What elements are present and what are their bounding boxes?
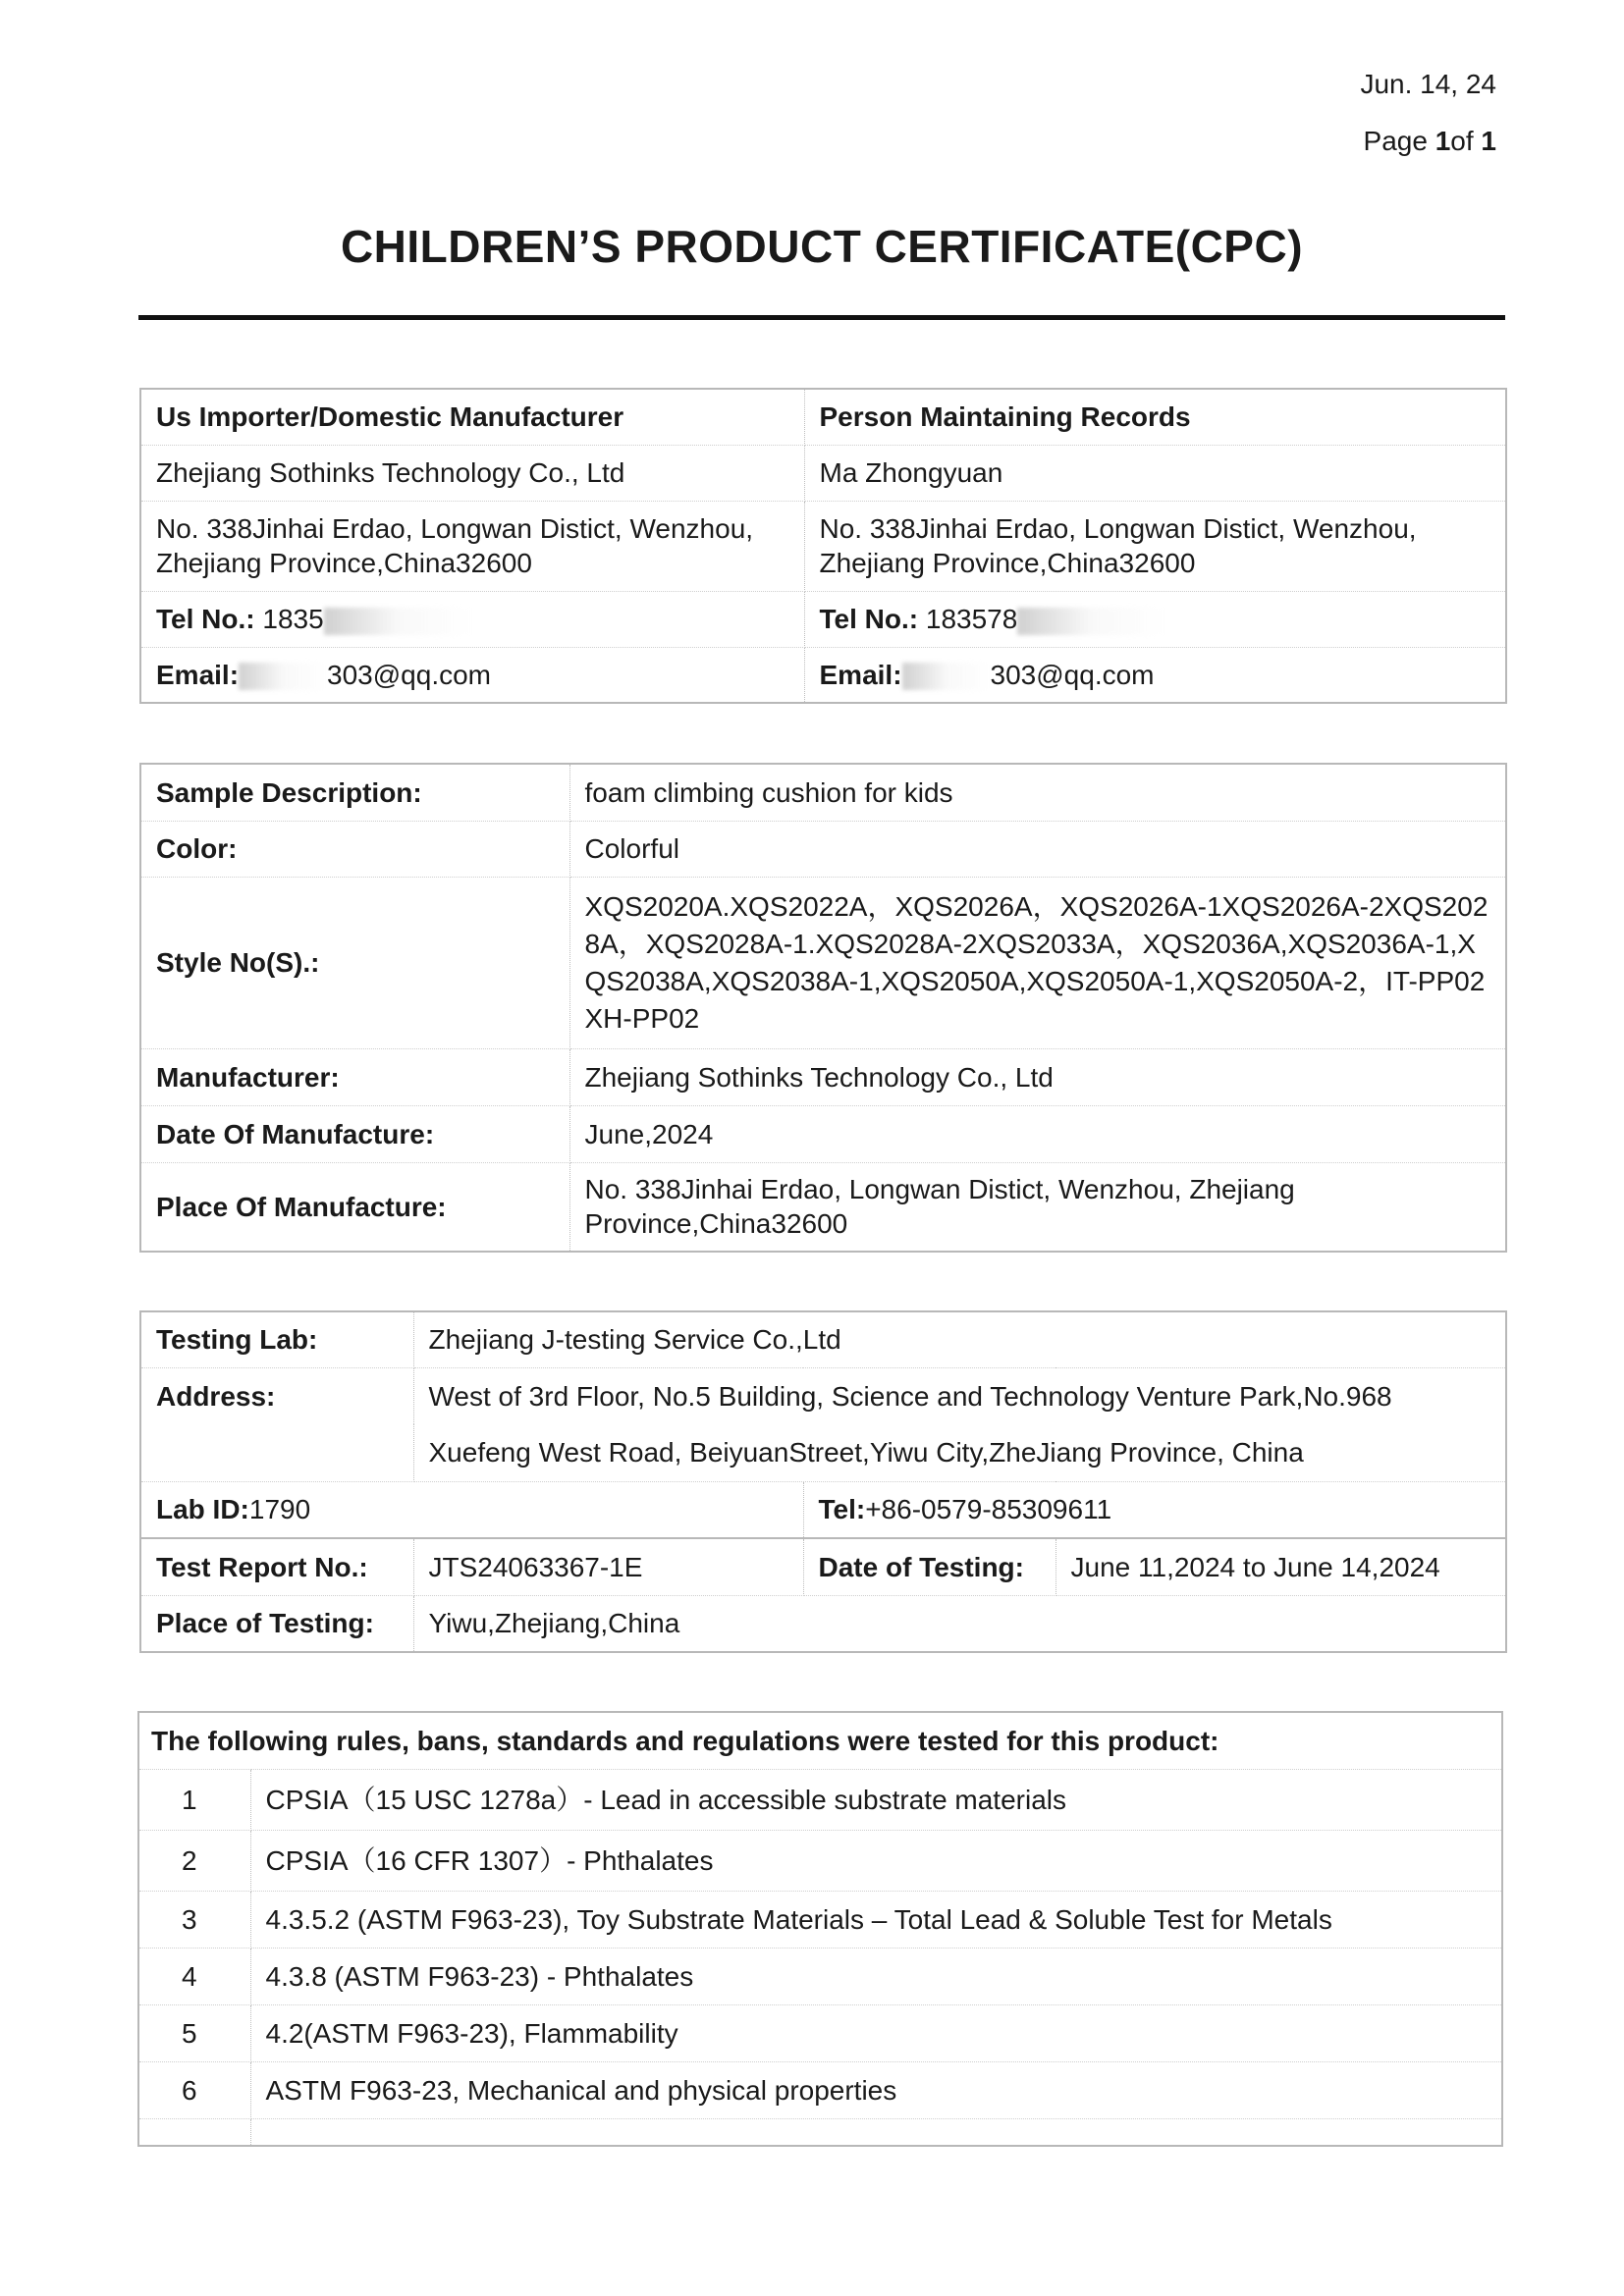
color-value: Colorful xyxy=(569,821,1506,877)
sample-table xyxy=(139,763,1507,1253)
date-of-manufacture-value: June,2024 xyxy=(569,1105,1506,1162)
test-report-label: Test Report No.: xyxy=(140,1538,413,1595)
page-current: 1 xyxy=(1435,126,1451,156)
records-address: No. 338Jinhai Erdao, Longwan Distict, Wenzhou, Zhejiang Province,China32600 xyxy=(804,501,1506,591)
records-email xyxy=(804,647,1506,703)
rule-number: 2 xyxy=(138,1830,250,1891)
importer-tel-label: Tel No.: xyxy=(156,604,255,634)
rule-text: 4.3.5.2 (ASTM F963-23), Toy Substrate Materials – Total Lead & Soluble Test for Metals xyxy=(250,1891,1502,1948)
rule-text: CPSIA（15 USC 1278a）- Lead in accessible substrate materials xyxy=(250,1769,1502,1830)
rule-number: 5 xyxy=(138,2004,250,2061)
rule-empty-cell xyxy=(138,2118,250,2146)
manufacturer-label: Manufacturer: xyxy=(140,1048,569,1105)
testing-lab-value: Zhejiang J-testing Service Co.,Ltd xyxy=(413,1311,1506,1367)
lab-tel-value: +86-0579-85309611 xyxy=(865,1494,1112,1525)
document-date: Jun. 14, 24 xyxy=(1360,69,1496,99)
importer-tel-value: 1835 xyxy=(254,604,324,634)
test-report-value: JTS24063367-1E xyxy=(413,1538,803,1595)
rule-number: 4 xyxy=(138,1948,250,2004)
rule-number: 1 xyxy=(138,1769,250,1830)
style-value: XQS2020A.XQS2022A，XQS2026A，XQS2026A-1XQS2026A-2XQS2028A，XQS2028A-1.XQS2028A-2XQS2033A，XQS2036A,XQS2036A-1,XQS2038A,XQS2038A-1,XQS2050A,XQS2050A-1,XQS2050A-2，IT-PP02 XH-PP02 xyxy=(569,877,1506,1048)
rule-number: 3 xyxy=(138,1891,250,1948)
lab-id-label: Lab ID: xyxy=(156,1494,249,1525)
importer-email-label: Email: xyxy=(156,659,240,690)
records-email-value: 303@qq.com xyxy=(990,659,1155,690)
sample-description-label: Sample Description: xyxy=(140,764,569,821)
testing-lab-label: Testing Lab: xyxy=(140,1311,413,1367)
date-of-testing-label: Date of Testing: xyxy=(803,1538,1056,1595)
redaction-blur xyxy=(324,608,471,635)
importer-email xyxy=(140,647,804,703)
rule-text: CPSIA（16 CFR 1307）- Phthalates xyxy=(250,1830,1502,1891)
sample-description-value: foam climbing cushion for kids xyxy=(569,764,1506,821)
rule-empty-cell xyxy=(250,2118,1502,2146)
page-prefix: Page xyxy=(1363,126,1435,156)
address-line-1: West of 3rd Floor, No.5 Building, Science and Technology Venture Park,No.968 xyxy=(428,1380,1392,1412)
records-heading: Person Maintaining Records xyxy=(804,389,1506,445)
rule-text: 4.2(ASTM F963-23), Flammability xyxy=(250,2004,1502,2061)
place-of-manufacture-label: Place Of Manufacture: xyxy=(140,1162,569,1252)
records-tel-value: 183578 xyxy=(918,604,1018,634)
date-of-manufacture-label: Date Of Manufacture: xyxy=(140,1105,569,1162)
lab-id-value: 1790 xyxy=(248,1494,311,1525)
importer-heading: Us Importer/Domestic Manufacturer xyxy=(140,389,804,445)
place-of-testing-value: Yiwu,Zhejiang,China xyxy=(428,1608,680,1639)
color-label: Color: xyxy=(140,821,569,877)
rule-text: ASTM F963-23, Mechanical and physical properties xyxy=(250,2061,1502,2118)
importer-address: No. 338Jinhai Erdao, Longwan Distict, Wenzhou, Zhejiang Province,China32600 xyxy=(140,501,804,591)
rule-text: 4.3.8 (ASTM F963-23) - Phthalates xyxy=(250,1948,1502,2004)
rule-number: 6 xyxy=(138,2061,250,2118)
lab-tel-label: Tel: xyxy=(818,1494,866,1525)
page-number xyxy=(1364,126,1496,157)
title-divider xyxy=(138,315,1505,320)
parties-table xyxy=(139,388,1507,704)
records-tel xyxy=(804,591,1506,647)
lab-id xyxy=(140,1481,803,1538)
redaction-blur xyxy=(239,663,327,690)
page-total: 1 xyxy=(1481,126,1496,156)
records-tel-label: Tel No.: xyxy=(819,604,919,634)
place-of-testing-label: Place of Testing: xyxy=(140,1595,413,1652)
date-of-testing-value: June 11,2024 to June 14,2024 xyxy=(1056,1538,1506,1595)
style-label: Style No(S).: xyxy=(140,877,569,1048)
redaction-blur xyxy=(1017,608,1164,635)
importer-email-value: 303@qq.com xyxy=(327,659,491,690)
redaction-blur xyxy=(902,663,991,690)
records-email-label: Email: xyxy=(819,659,902,690)
address-label: Address: xyxy=(140,1367,413,1481)
place-of-manufacture-value: No. 338Jinhai Erdao, Longwan Distict, Wenzhou, Zhejiang Province,China32600 xyxy=(584,1174,1295,1240)
lab-table xyxy=(139,1310,1507,1653)
lab-tel xyxy=(803,1481,1506,1538)
rules-heading: The following rules, bans, standards and regulations were tested for this product: xyxy=(138,1712,1502,1769)
address-line-2: Xuefeng West Road, BeiyuanStreet,Yiwu City,ZheJiang Province, China xyxy=(413,1424,1506,1481)
importer-tel xyxy=(140,591,804,647)
page-title: CHILDREN’S PRODUCT CERTIFICATE(CPC) xyxy=(340,221,1304,272)
records-name: Ma Zhongyuan xyxy=(804,445,1506,501)
manufacturer-value: Zhejiang Sothinks Technology Co., Ltd xyxy=(569,1048,1506,1105)
page-of: of xyxy=(1450,126,1482,156)
importer-name: Zhejiang Sothinks Technology Co., Ltd xyxy=(140,445,804,501)
rules-table xyxy=(137,1711,1503,2147)
